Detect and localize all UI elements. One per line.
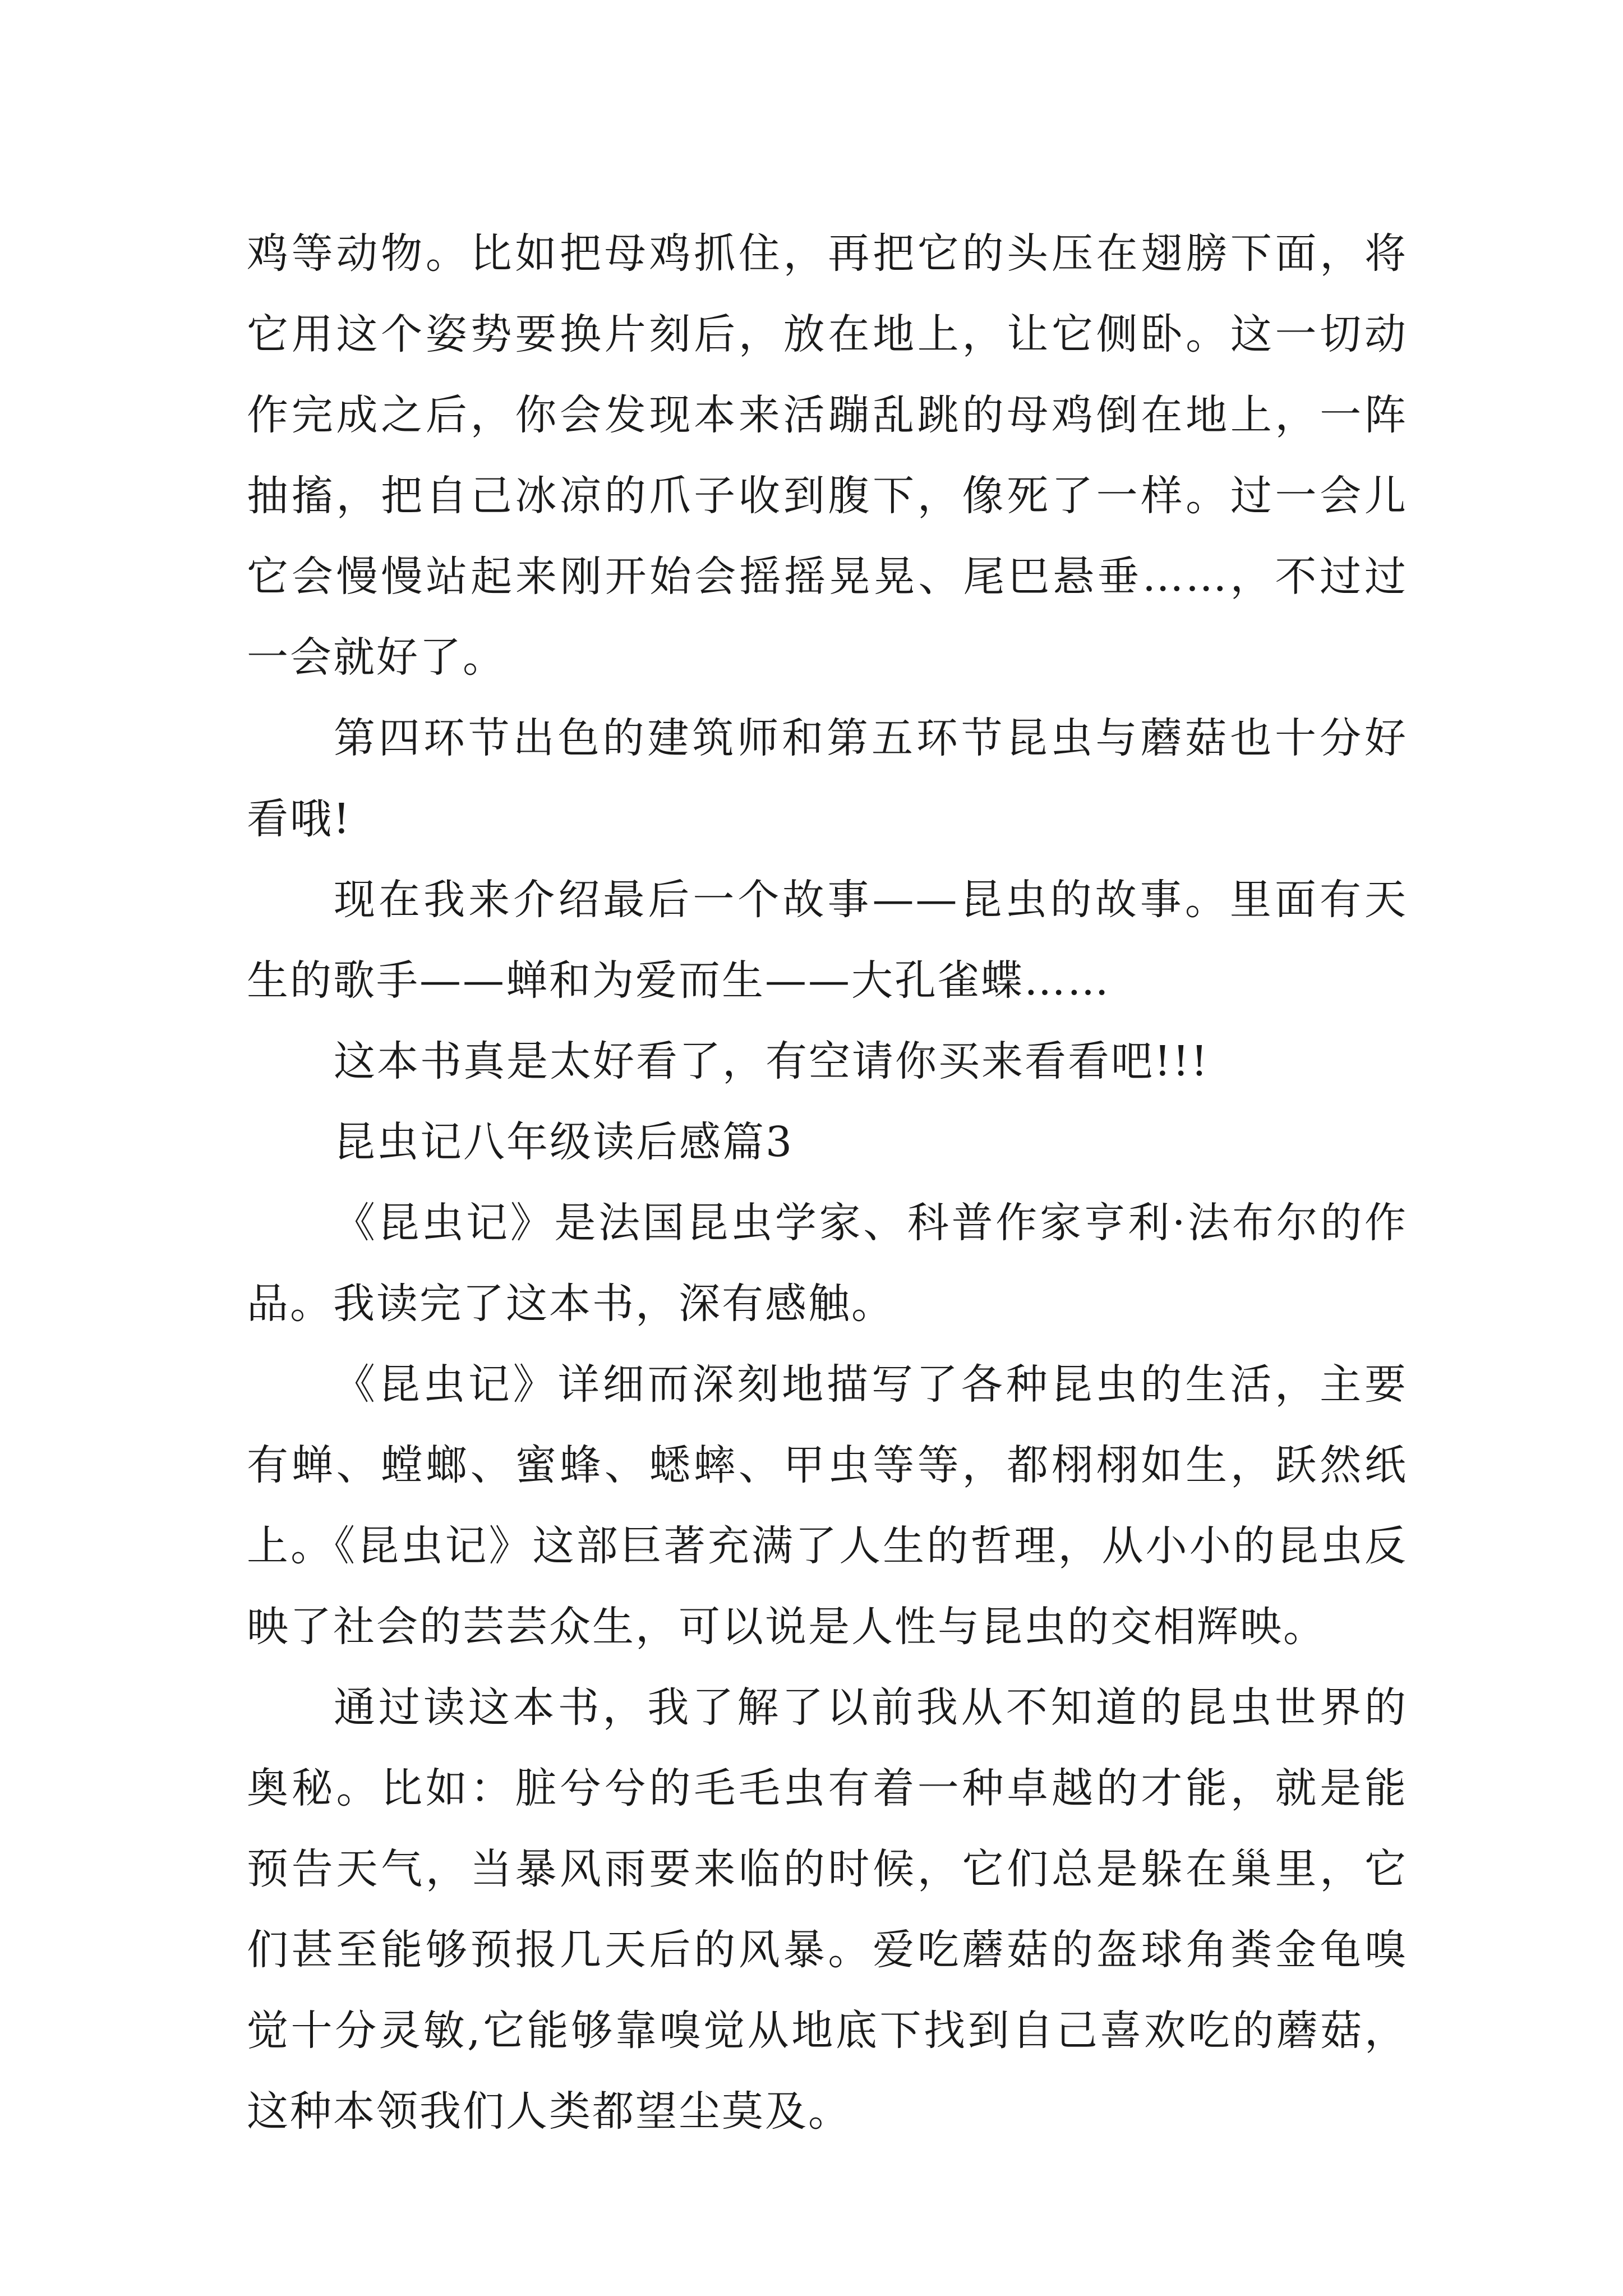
paragraph-architect: 第四环节出色的建筑师和第五环节昆虫与蘑菇也十分好看哦! — [247, 714, 1408, 843]
document-body — [247, 213, 1408, 2152]
paragraph-insect-story: 现在我来介绍最后一个故事——昆虫的故事。里面有天生的歌手——蝉和为爱而生——大孔雀蝶…… — [247, 876, 1408, 1005]
paragraph-secrets: 通过读这本书，我了解了以前我从不知道的昆虫世界的奥秘。比如：脏兮兮的毛毛虫有着一种卓越的才能，就是能预告天气，当暴风雨要来临的时候，它们总是躲在巢里，它们甚至能够预报几天后的风暴。爱吃蘑菇的盔球角粪金龟嗅觉十分灵敏,它能够靠嗅觉从地底下找到自己喜欢吃的蘑菇，这种本领我们人类都望尘莫及。 — [247, 1683, 1408, 2136]
paragraph-description: 《昆虫记》详细而深刻地描写了各种昆虫的生活，主要有蝉、螳螂、蜜蜂、蟋蟀、甲虫等等，都栩栩如生，跃然纸上。《昆虫记》这部巨著充满了人生的哲理，从小小的昆虫反映了社会的芸芸众生，可以说是人性与昆虫的交相辉映。 — [247, 1360, 1408, 1651]
paragraph-intro: 《昆虫记》是法国昆虫学家、科普作家亨利·法布尔的作品。我读完了这本书，深有感触。 — [247, 1199, 1408, 1328]
paragraph-recommendation: 这本书真是太好看了，有空请你买来看看吧!!! — [334, 1037, 1210, 1085]
paragraph-continued: 鸡等动物。比如把母鸡抓住，再把它的头压在翅膀下面，将它用这个姿势要换片刻后，放在地上，让它侧卧。这一切动作完成之后，你会发现本来活蹦乱跳的母鸡倒在地上，一阵抽搐，把自己冰凉的爪子收到腹下，像死了一样。过一会儿它会慢慢站起来刚开始会摇摇晃晃、尾巴悬垂……，不过过一会就好了。 — [247, 229, 1408, 682]
section-heading: 昆虫记八年级读后感篇3 — [334, 1118, 794, 1166]
